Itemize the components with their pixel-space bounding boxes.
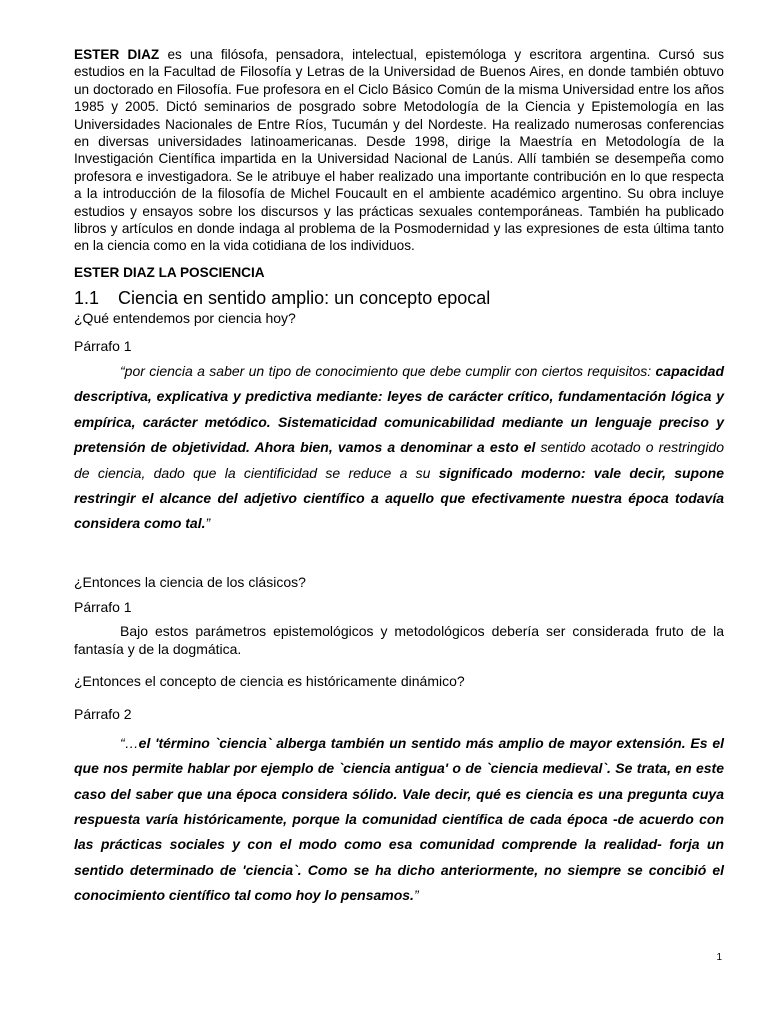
question-3: ¿Entonces el concepto de ciencia es históricamente dinámico?	[74, 672, 465, 689]
author-name: ESTER DIAZ	[74, 47, 160, 62]
quote-1-part3: sentido acotado o restringido de ciencia, dado que la cientificidad se reduce a su	[74, 439, 724, 481]
question-2: ¿Entonces la ciencia de los clásicos?	[74, 573, 306, 590]
quote-1	[74, 359, 724, 537]
section-title	[74, 287, 724, 309]
body-paragraph-2	[74, 622, 724, 658]
section-title-text: Ciencia en sentido amplio: un concepto epocal	[118, 287, 491, 308]
section-number: 1.1	[74, 287, 100, 308]
quote-2	[74, 731, 724, 909]
quote-1-part5: ”	[205, 515, 211, 532]
quote-1-part2: capacidad descriptiva, explicativa y predictiva mediante: leyes de carácter crítico, fundamentación lógica y empírica, carácter metódico. Sistematicidad comunicabilidad mediante un lenguaje preciso y pretensión de objetividad. Ahora bien, vamos a denominar a esto el	[74, 362, 724, 456]
question-1: ¿Qué entendemos por ciencia hoy?	[74, 309, 296, 326]
page-number: 1	[716, 952, 722, 963]
paragraph-label-2: Párrafo 1	[74, 598, 132, 615]
quote-2-part1: “…	[120, 734, 139, 751]
document-page	[74, 46, 724, 909]
quote-1-part1: “por ciencia a saber un tipo de conocimiento que debe cumplir con ciertos requisitos:	[120, 362, 656, 379]
document-heading: ESTER DIAZ LA POSCIENCIA	[74, 264, 265, 280]
body-paragraph-2-text: Bajo estos parámetros epistemológicos y metodológicos debería ser considerada fruto de la fantasía y de la dogmática.	[74, 622, 724, 657]
author-bio	[74, 46, 724, 255]
quote-2-part3: ”	[413, 887, 419, 904]
author-bio-text: es una filósofa, pensadora, intelectual, epistemóloga y escritora argentina. Cursó sus estudios en la Facultad de Filosofía y Letras de la Universidad de Buenos Aires, en donde también obtuvo un doctorado en Filosofía. Fue profesora en el Ciclo Básico Común de la misma Universidad entre los años 1985 y 2005. Dictó seminarios de posgrado sobre Metodología de la Ciencia y Epistemología en las Universidades Nacionales de Entre Ríos, Tucumán y del Nordeste. Ha realizado numerosas conferencias en diversas universidades latinoamericanas. Desde 1998, dirige la Maestría en Metodología de la Investigación Científica impartida en la Universidad Nacional de Lanús. Allí también se desempeña como profesora e investigadora. Se le atribuye el haber realizado una importante contribución en lo que respecta a la introducción de la filosofía de Michel Foucault en el ambiente académico argentino. Su obra incluye estudios y ensayos sobre los discursos y las prácticas sexuales contemporáneas. También ha publicado libros y artículos en donde indaga al problema de la Posmodernidad y las expresiones de esta última tanto en la ciencia como en la vida cotidiana de los individuos.	[74, 47, 725, 254]
quote-1-part4: significado moderno: vale decir, supone restringir el alcance del adjetivo científico a aquello que efectivamente nuestra época todavía considera como tal.	[74, 464, 724, 532]
paragraph-label-1: Párrafo 1	[74, 337, 132, 354]
paragraph-label-3: Párrafo 2	[74, 705, 132, 722]
quote-2-part2: el 'término `ciencia` alberga también un sentido más amplio de mayor extensión. Es el que nos permite hablar por ejemplo de `ciencia antigua' o de `ciencia medieval`. Se trata, en este caso del saber que una época considera sólido. Vale decir, qué es ciencia es una pregunta cuya respuesta varía históricamente, porque la comunidad científica de cada época -de acuerdo con las prácticas sociales y con el modo como esa comunidad comprende la realidad- forja un sentido determinado de 'ciencia`. Como se ha dicho anteriormente, no siempre se concibió el conocimiento científico tal como hoy lo pensamos.	[74, 734, 724, 904]
